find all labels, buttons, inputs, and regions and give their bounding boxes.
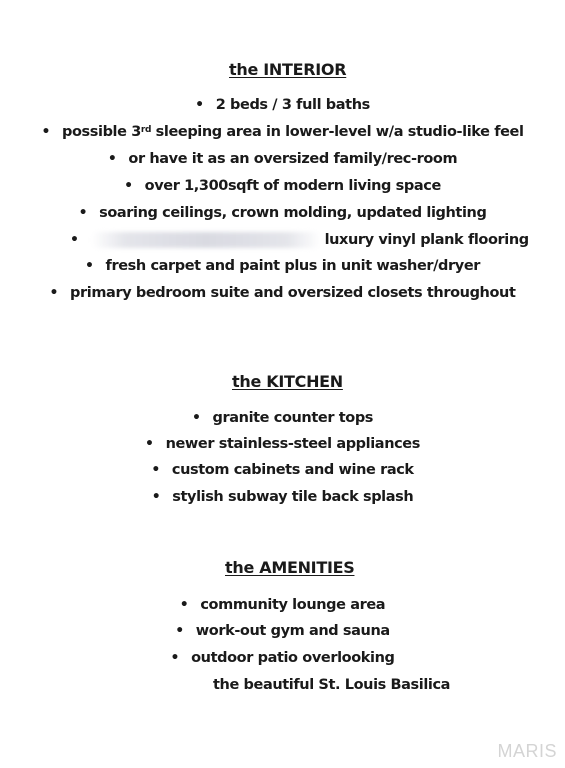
interior-item: • or have it as an oversized family/rec-room: [107, 151, 458, 167]
bullet-icon: •: [179, 597, 189, 613]
redacted-text: [91, 232, 321, 248]
bullet-icon: •: [151, 462, 160, 478]
bullet-icon: •: [191, 410, 201, 426]
watermark-logo: MARIS: [497, 741, 557, 761]
kitchen-item: • granite counter tops: [191, 410, 374, 426]
bullet-icon: •: [78, 205, 88, 221]
amenities-item: • work-out gym and sauna: [175, 623, 390, 639]
interior-item: • over 1,300sqft of modern living space: [124, 178, 441, 194]
interior-item: • luxury vinyl plank flooring: [70, 232, 529, 248]
interior-item: • possible 3rd sleeping area in lower-level w/a studio-like feel: [41, 124, 524, 140]
bullet-icon: •: [49, 285, 59, 301]
amenities-heading: the AMENITIES: [225, 558, 355, 577]
bullet-icon: •: [170, 650, 180, 666]
bullet-icon: •: [84, 258, 94, 274]
kitchen-item: • custom cabinets and wine rack: [151, 462, 414, 478]
amenities-item-continuation: the beautiful St. Louis Basilica: [213, 677, 451, 693]
interior-item: • 2 beds / 3 full baths: [195, 97, 370, 113]
bullet-icon: •: [145, 436, 154, 452]
kitchen-item: • newer stainless-steel appliances: [145, 436, 420, 452]
bullet-icon: •: [107, 151, 117, 167]
bullet-icon: •: [70, 232, 79, 248]
kitchen-item: • stylish subway tile back splash: [151, 489, 414, 505]
bullet-icon: •: [195, 97, 204, 113]
bullet-icon: •: [124, 178, 133, 194]
amenities-item: • community lounge area: [179, 597, 386, 613]
interior-heading: the INTERIOR: [229, 60, 347, 79]
bullet-icon: •: [41, 124, 50, 140]
bullet-icon: •: [175, 623, 184, 639]
kitchen-heading: the KITCHEN: [232, 372, 343, 391]
interior-item: • fresh carpet and paint plus in unit washer/dryer: [84, 258, 481, 274]
interior-item: • soaring ceilings, crown molding, updated lighting: [78, 205, 487, 221]
interior-item: • primary bedroom suite and oversized closets throughout: [49, 285, 516, 301]
amenities-item: • outdoor patio overlooking: [170, 650, 395, 666]
bullet-icon: •: [151, 489, 161, 505]
